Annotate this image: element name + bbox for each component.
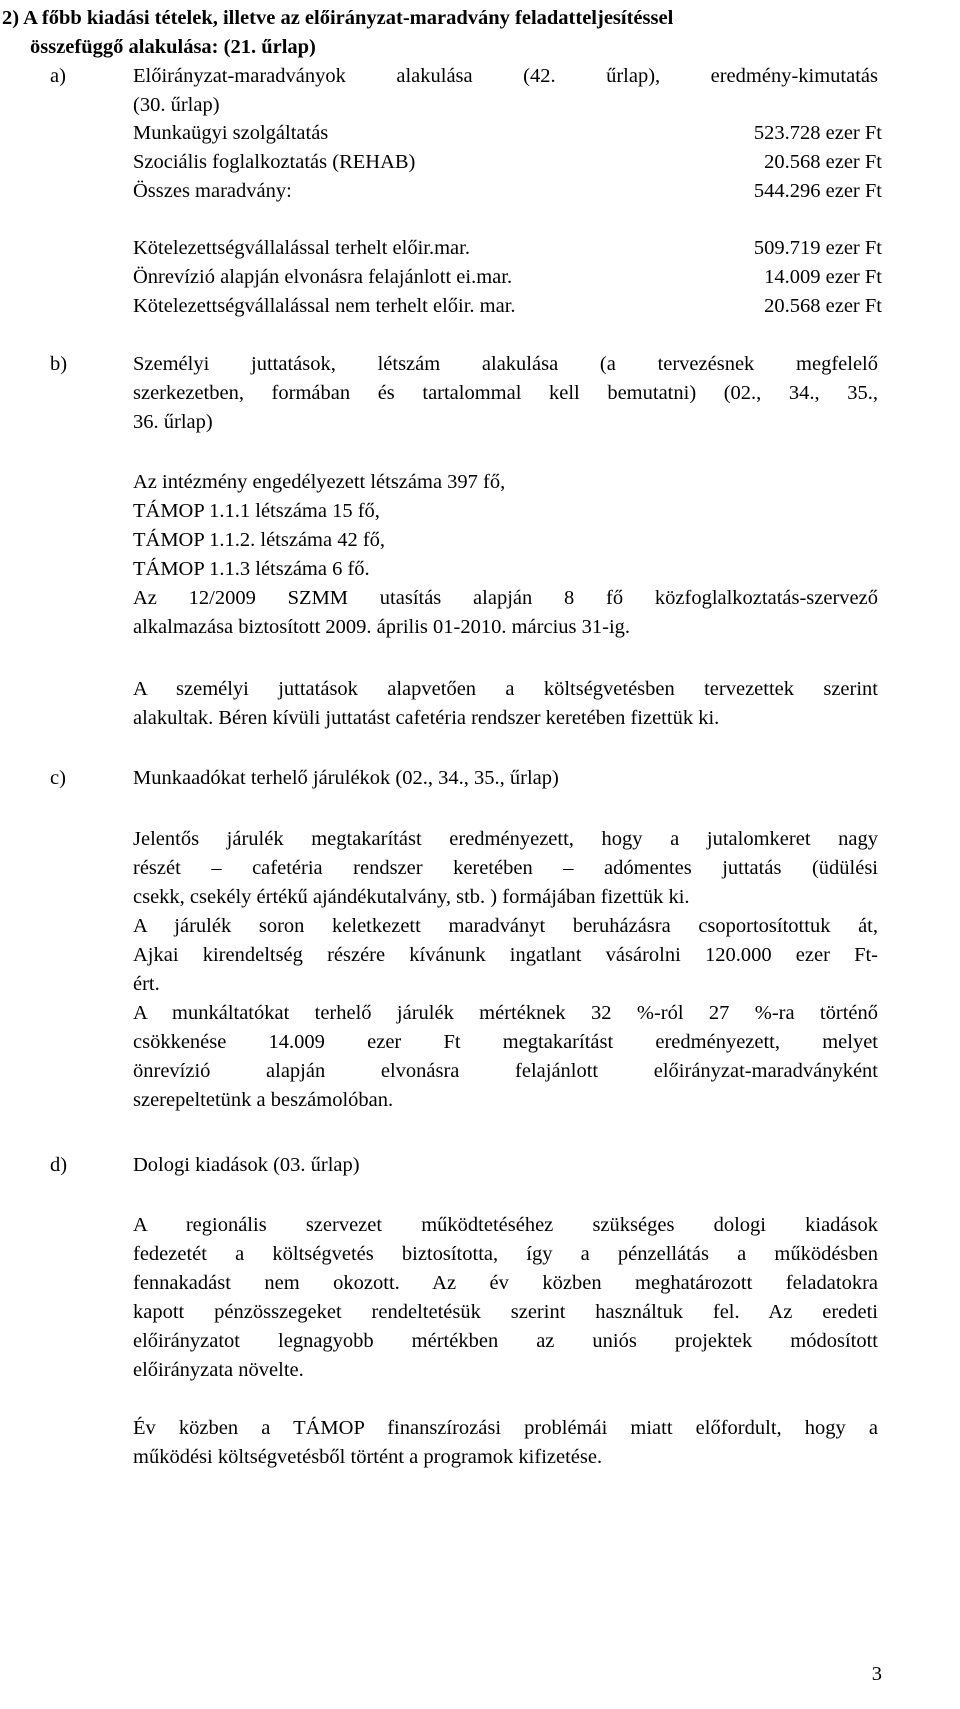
section-d-label: d) (50, 1154, 68, 1176)
text-line: ért. (133, 973, 160, 995)
text-line: előirányzatot legnagyobb mértékben az uniós projektek módosított (133, 1330, 878, 1352)
section-a-title (133, 62, 878, 91)
row-name: Összes maradvány: (133, 180, 292, 202)
row-name: Kötelezettségvállalással nem terhelt előir. mar. (133, 295, 516, 317)
section-d-paragraph (133, 1414, 878, 1472)
section-a-title-cont: (30. űrlap) (133, 94, 220, 116)
section-b-paragraph (133, 584, 878, 642)
text-line: A regionális szervezet működtetéséhez szükséges dologi kiadások (133, 1214, 878, 1236)
text-line: A járulék soron keletkezett maradványt beruházásra csoportosítottuk át, (133, 915, 878, 937)
section-c-title: Munkaadókat terhelő járulékok (02., 34., 35., űrlap) (133, 767, 559, 789)
row-amount: 14.009 ezer Ft (764, 266, 882, 288)
section-c-label: c) (50, 767, 66, 789)
section-heading-line-1: 2) A főbb kiadási tételek, illetve az előirányzat-maradvány feladatteljesítéssel (2, 7, 674, 29)
page-number: 3 (871, 1663, 882, 1685)
text-line: működési költségvetésből történt a programok kifizetése. (133, 1446, 603, 1468)
row-amount: 544.296 ezer Ft (753, 180, 882, 202)
text-line: alakultak. Béren kívüli juttatást cafetéria rendszer keretében fizettük ki. (133, 707, 720, 729)
section-b-title (133, 350, 878, 437)
text-line: kapott pénzösszegeket rendeltetésük szerint használtuk fel. Az eredeti (133, 1301, 878, 1323)
text-line: 36. űrlap) (133, 411, 213, 433)
section-a-title-line: Előirányzat-maradványok alakulása (42. űrlap), eredmény-kimutatás (133, 65, 878, 87)
text-line: Ajkai kirendeltség részére kívánunk ingatlant vásárolni 120.000 ezer Ft- (133, 944, 878, 966)
section-heading-line-2: összefüggő alakulása: (21. űrlap) (30, 36, 316, 58)
text-line: előirányzata növelte. (133, 1359, 304, 1381)
text-line: alkalmazása biztosított 2009. április 01-2010. március 31-ig. (133, 616, 631, 638)
text-line: fennakadást nem okozott. Az év közben meghatározott feladatokra (133, 1272, 878, 1294)
text-line: Az 12/2009 SZMM utasítás alapján 8 fő közfoglalkoztatás-szervező (133, 587, 878, 609)
section-c-paragraph (133, 999, 878, 1115)
text-line: önrevízió alapján elvonásra felajánlott előirányzat-maradványként (133, 1060, 878, 1082)
section-d-title: Dologi kiadások (03. űrlap) (133, 1154, 360, 1176)
text-line: részét – cafetéria rendszer keretében – adómentes juttatás (üdülési (133, 857, 878, 879)
section-c-paragraph (133, 912, 878, 999)
text-line: szerkezetben, formában és tartalommal kell bemutatni) (02., 34., 35., (133, 382, 878, 404)
row-name: Munkaügyi szolgáltatás (133, 122, 329, 144)
text-line: szerepeltetünk a beszámolóban. (133, 1089, 394, 1111)
row-name: Kötelezettségvállalással terhelt előir.mar. (133, 237, 470, 259)
text-line: A személyi juttatások alapvetően a költségvetésben tervezettek szerint (133, 678, 878, 700)
row-amount: 20.568 ezer Ft (764, 295, 882, 317)
text-line: A munkáltatókat terhelő járulék mértéknek 32 %-ról 27 %-ra történő (133, 1002, 878, 1024)
text-line: Év közben a TÁMOP finanszírozási problémái miatt előfordult, hogy a (133, 1417, 878, 1439)
row-amount: 20.568 ezer Ft (764, 151, 882, 173)
text-line: csekk, csekély értékű ajándékutalvány, stb. ) formájában fizettük ki. (133, 886, 690, 908)
text-line: Személyi juttatások, létszám alakulása (a tervezésnek megfelelő (133, 353, 878, 375)
staff-line: TÁMOP 1.1.2. létszáma 42 fő, (133, 529, 386, 551)
staff-line: Az intézmény engedélyezett létszáma 397 fő, (133, 471, 506, 493)
row-name: Önrevízió alapján elvonásra felajánlott ei.mar. (133, 266, 513, 288)
section-d-paragraph (133, 1211, 878, 1385)
text-line: Jelentős járulék megtakarítást eredményezett, hogy a jutalomkeret nagy (133, 828, 878, 850)
section-a-label: a) (50, 65, 66, 87)
row-name: Szociális foglalkoztatás (REHAB) (133, 151, 416, 173)
section-b-label: b) (50, 353, 68, 375)
row-amount: 523.728 ezer Ft (753, 122, 882, 144)
row-amount: 509.719 ezer Ft (753, 237, 882, 259)
text-line: csökkenése 14.009 ezer Ft megtakarítást eredményezett, melyet (133, 1031, 878, 1053)
section-b-paragraph (133, 675, 878, 733)
text-line: fedezetét a költségvetés biztosította, így a pénzellátás a működésben (133, 1243, 878, 1265)
staff-line: TÁMOP 1.1.3 létszáma 6 fő. (133, 558, 370, 580)
section-c-paragraph (133, 825, 878, 912)
staff-line: TÁMOP 1.1.1 létszáma 15 fő, (133, 500, 380, 522)
